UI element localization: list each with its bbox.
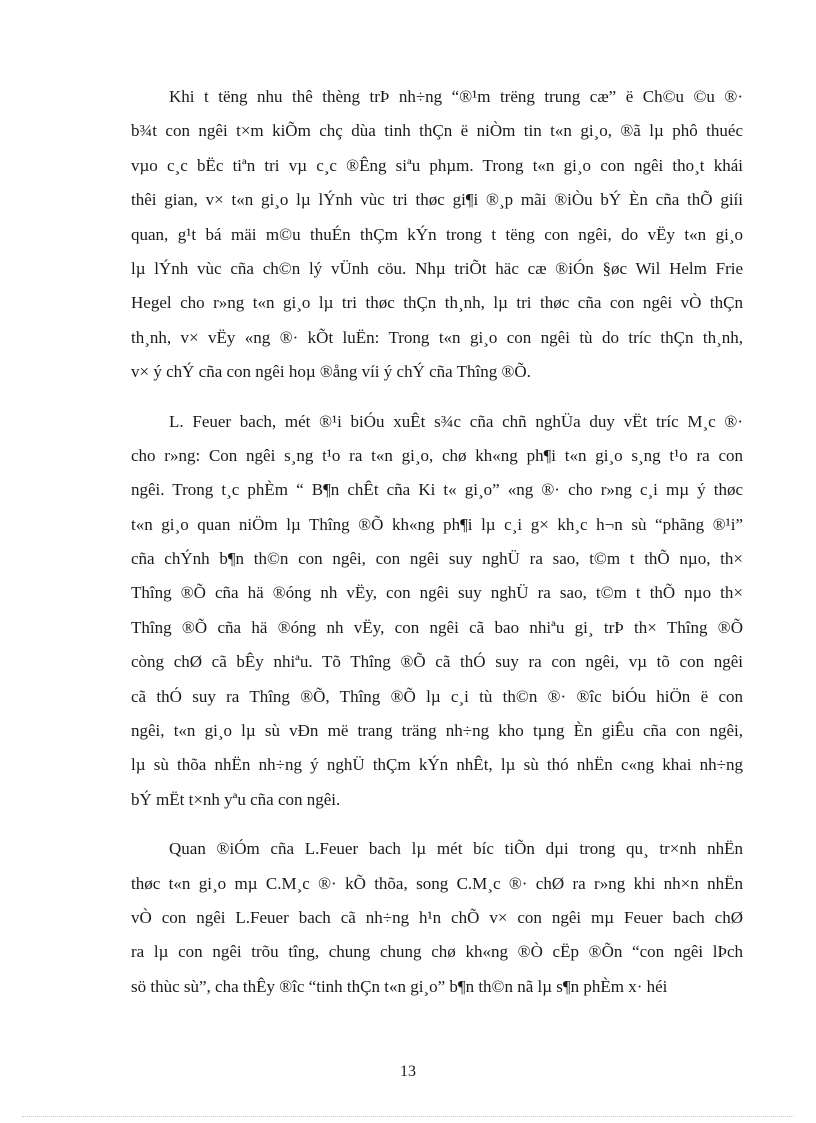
text-line: thêi gian, v× t«n gi¸o lµ lÝnh vùc tri thøc gi¶i ®¸p mãi ®iÒu bÝ Èn cña thÕ giíi xyxy=(131,190,743,210)
text-line: lµ sù thõa nhËn nh÷ng ý nghÜ thÇm kÝn nhÊt, lµ sù thó nhËn c«ng khai nh÷ng xyxy=(131,755,743,775)
footer-dotted-rule xyxy=(22,1116,794,1117)
paragraph xyxy=(131,405,743,818)
text-line: Hegel cho r»ng t«n gi¸o lµ tri thøc thÇn th¸nh, lµ tri thøc cña con ngêi vÒ thÇn xyxy=(131,293,743,313)
text-line: cho r»ng: Con ngêi s¸ng t¹o ra t«n gi¸o, chø kh«ng ph¶i t«n gi¸o s¸ng t¹o ra con xyxy=(131,445,743,465)
paragraph xyxy=(131,832,743,1004)
page-number: 13 xyxy=(400,1063,416,1080)
text-line: ngêi, t«n gi¸o lµ sù vÐn më trang träng nh÷ng kho tµng Èn giÊu cña con ngêi, xyxy=(131,721,743,741)
text-line: cã thÓ suy ra Thîng ®Õ, Thîng ®Õ lµ c¸i tù th©n ®· ®îc biÓu hiÖn ë con xyxy=(131,686,743,706)
text-line: thøc t«n gi¸o mµ C.M¸c ®· kÕ thõa, song C.M¸c ®· chØ ra r»ng khi nh×n nhËn xyxy=(131,873,743,893)
text-line: cña chÝnh b¶n th©n con ngêi, con ngêi suy nghÜ ra sao, t©m t thÕ nµo, th× xyxy=(131,549,743,569)
text-line: vµo c¸c bËc tiªn tri vµ c¸c ®Êng siªu phµm. Trong t«n gi¸o con ngêi tho¸t khái xyxy=(131,155,743,175)
text-line: lµ lÝnh vùc cña ch©n lý vÜnh cöu. Nhµ triÕt häc cæ ®iÓn §øc Wil Helm Frie xyxy=(131,258,743,278)
text-line: b¾t con ngêi t×m kiÕm chç dùa tinh thÇn ë niÒm tin t«n gi¸o, ®ã lµ phô thuéc xyxy=(131,121,743,141)
text-line: L. Feuer bach, mét ®¹i biÓu xuÊt s¾c cña chñ nghÜa duy vËt tríc M¸c ®· xyxy=(169,411,743,431)
text-line: ra lµ con ngêi trõu tîng, chung chung chø kh«ng ®Ò cËp ®Õn “con ngêi lÞch xyxy=(131,942,743,962)
text-line: Thîng ®Õ cña hä ®óng nh vËy, con ngêi suy nghÜ ra sao, t©m t thÕ nµo th× xyxy=(131,583,743,603)
text-line: vÒ con ngêi L.Feuer bach cã nh÷ng h¹n chÕ v× con ngêi mµ Feuer bach chØ xyxy=(131,907,743,927)
text-line: v× ý chÝ cña con ngêi hoµ ®ång víi ý chÝ cña Thîng ®Õ. xyxy=(131,362,531,382)
body-text xyxy=(131,80,743,1019)
text-line: ngêi. Trong t¸c phÈm “ B¶n chÊt cña Ki t« gi¸o” «ng ®· cho r»ng c¸i mµ ý thøc xyxy=(131,480,743,500)
text-line: t«n gi¸o quan niÖm lµ Thîng ®Õ kh«ng ph¶i lµ c¸i g× kh¸c h¬n sù “phãng ®¹i” xyxy=(131,514,743,534)
text-line: Khi t tëng nhu thê thèng trÞ nh÷ng “®¹m trëng trung cæ” ë Ch©u ©u ®· xyxy=(169,87,743,106)
text-line: bÝ mËt t×nh yªu cña con ngêi. xyxy=(131,789,341,809)
text-line: sö thùc sù”, cha thÊy ®îc “tinh thÇn t«n gi¸o” b¶n th©n nã lµ s¶n phÈm x· héi xyxy=(131,976,668,996)
text-line: Thîng ®Õ cña hä ®óng nh vËy, con ngêi cã bao nhiªu gi¸ trÞ th× Thîng ®Õ xyxy=(131,617,743,637)
text-line: còng chØ cã bÊy nhiªu. Tõ Thîng ®Õ cã thÓ suy ra con ngêi, vµ tõ con ngêi xyxy=(131,652,743,672)
text-line: Quan ®iÓm cña L.Feuer bach lµ mét bíc tiÕn dµi trong qu¸ tr×nh nhËn xyxy=(169,839,743,859)
text-line: quan, g¹t bá mäi m©u thuÉn thÇm kÝn trong t tëng con ngêi, do vËy t«n gi¸o xyxy=(131,224,743,244)
paragraph xyxy=(131,80,743,390)
text-line: th¸nh, v× vËy «ng ®· kÕt luËn: Trong t«n gi¸o con ngêi tù do tríc thÇn th¸nh, xyxy=(131,327,743,347)
